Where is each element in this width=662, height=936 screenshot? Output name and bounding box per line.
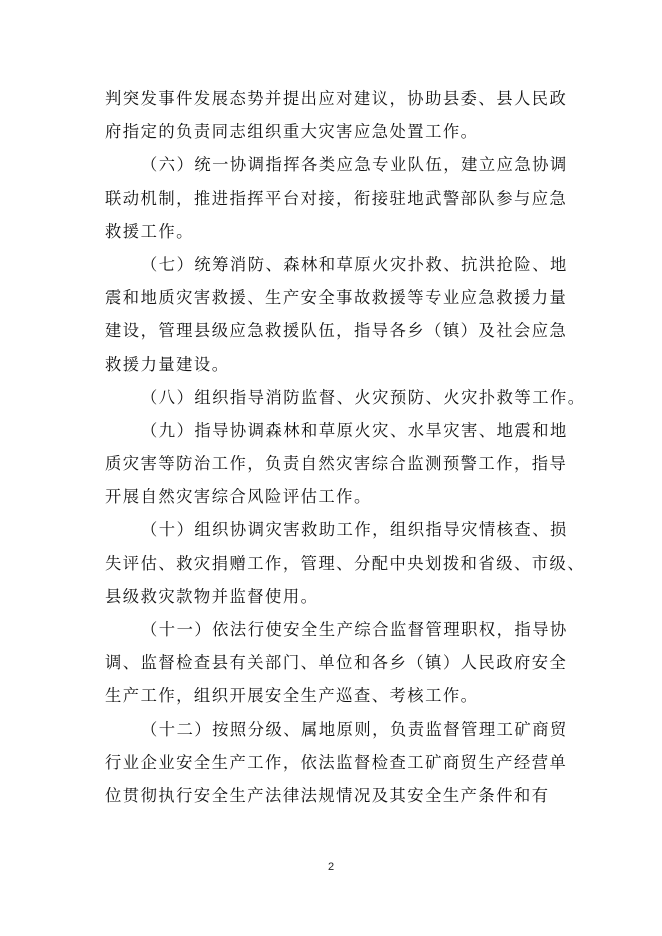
paragraph-first-line: （十二）按照分级、属地原则，负责监督管理工矿商贸 <box>141 719 568 739</box>
paragraph-first-line: （七）统筹消防、森林和草原火灾扑救、抗洪抢险、地 <box>141 254 568 274</box>
text-line: 建设，管理县级应急救援队伍，指导各乡（镇）及社会应急 <box>105 321 568 341</box>
text-line: 救援力量建设。 <box>105 354 230 374</box>
page-number: 2 <box>327 861 335 873</box>
paragraph-first-line: （十一）依法行使安全生产综合监督管理职权，指导协 <box>141 620 568 639</box>
text-line: 质灾害等防治工作，负责自然灾害综合监测预警工作，指导 <box>105 454 568 474</box>
text-line: 位贯彻执行安全生产法律法规情况及其安全生产条件和有 <box>105 785 550 805</box>
text-line: 判突发事件发展态势并提出应对建议，协助县委、县人民政 <box>105 89 568 108</box>
body-text <box>105 82 586 812</box>
paragraph-first-line: （九）指导协调森林和草原火灾、水旱灾害、地震和地 <box>141 420 568 440</box>
text-line: 县级救灾款物并监督使用。 <box>105 586 319 606</box>
text-line: 调、监督检查县有关部门、单位和各乡（镇）人民政府安全 <box>105 653 568 673</box>
paragraph-first-line: （六）统一协调指挥各类应急专业队伍，建立应急协调 <box>141 155 568 175</box>
paragraph-first-line: （十）组织协调灾害救助工作，组织指导灾情核查、损 <box>141 520 568 540</box>
text-line: 救援工作。 <box>105 221 194 241</box>
text-line: 开展自然灾害综合风险评估工作。 <box>105 487 372 507</box>
text-line: 联动机制，推进指挥平台对接，衔接驻地武警部队参与应急 <box>105 188 568 208</box>
text-line: 震和地质灾害救援、生产安全事故救援等专业应急救援力量 <box>105 288 568 308</box>
text-line: 失评估、救灾捐赠工作，管理、分配中央划拨和省级、市级、 <box>105 553 586 573</box>
text-line: 生产工作，组织开展安全生产巡查、考核工作。 <box>105 686 479 706</box>
text-line: 行业企业安全生产工作，依法监督检查工矿商贸生产经营单 <box>105 752 568 772</box>
text-line: 府指定的负责同志组织重大灾害应急处置工作。 <box>105 122 479 142</box>
paragraph-first-line: （八）组织指导消防监督、火灾预防、火灾扑救等工作。 <box>141 387 586 407</box>
